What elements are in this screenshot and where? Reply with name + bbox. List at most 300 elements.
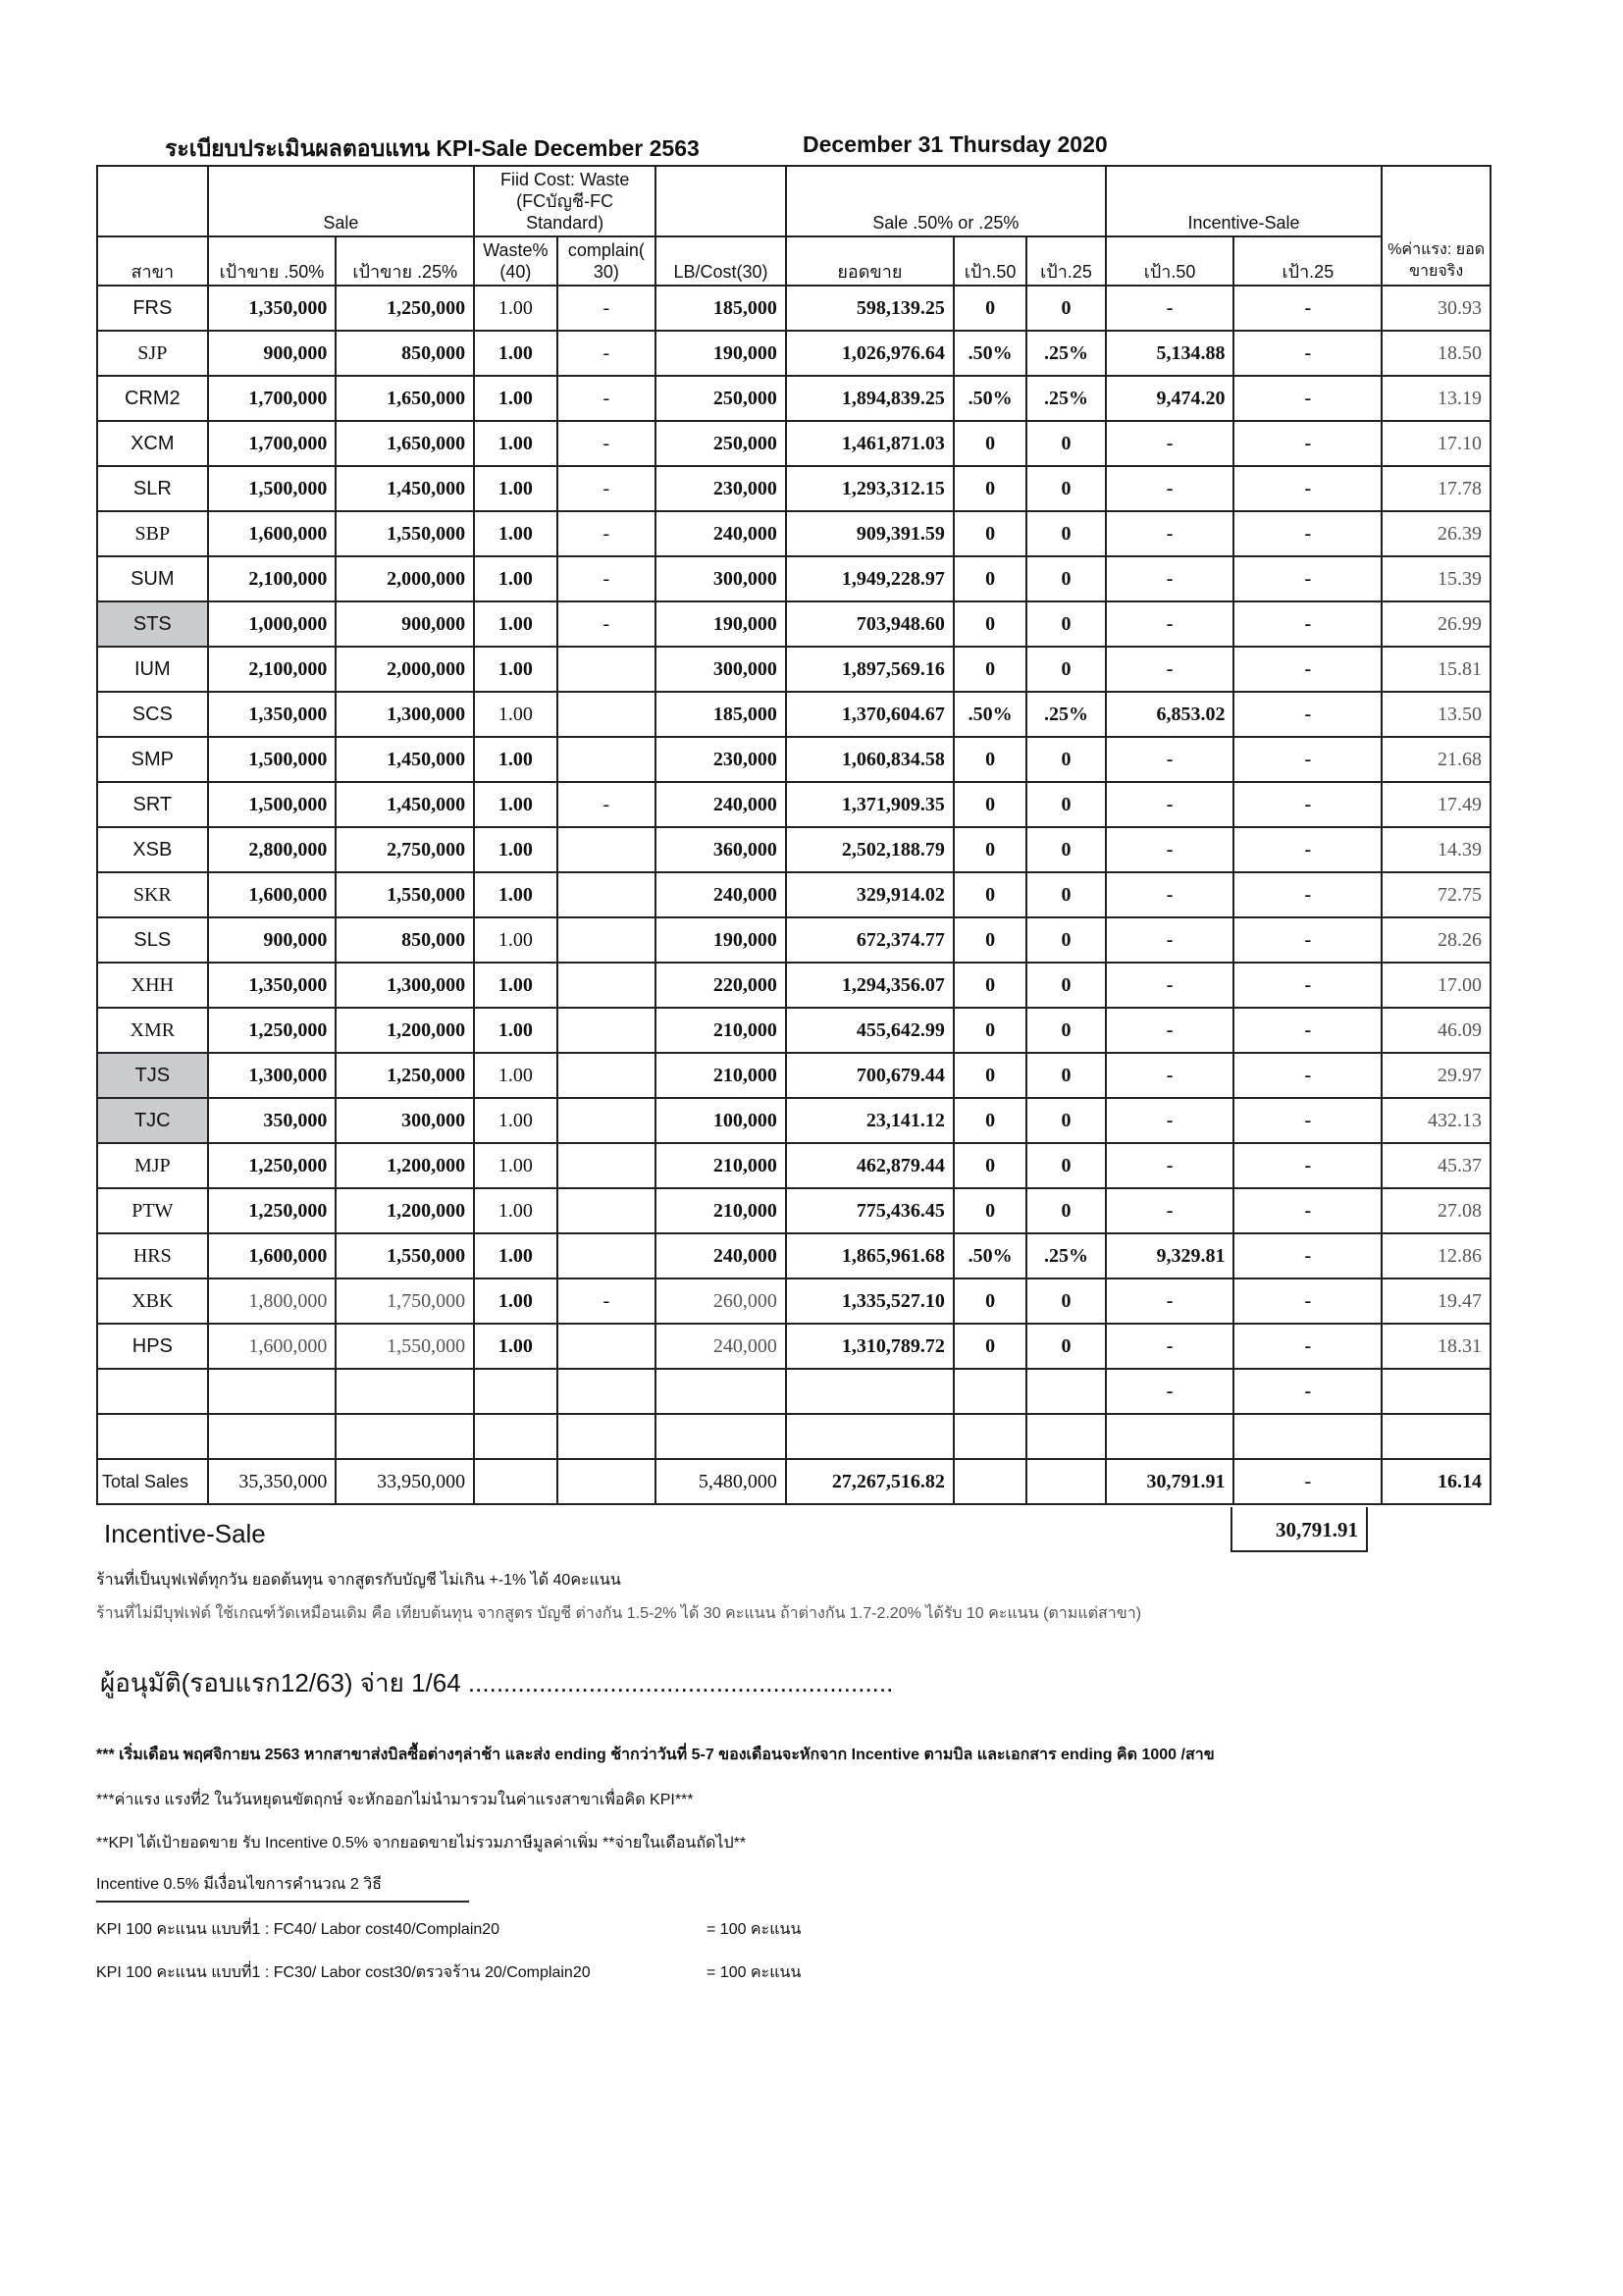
lb-cost-cell: 210,000 bbox=[655, 1143, 786, 1188]
incentive-25-cell: - bbox=[1233, 827, 1382, 872]
incentive-25-cell: - bbox=[1233, 556, 1382, 601]
pct-25-cell: 0 bbox=[1026, 1278, 1105, 1324]
labor-pct-cell: 27.08 bbox=[1382, 1188, 1491, 1233]
pct-25-cell: 0 bbox=[1026, 601, 1105, 647]
target-50-cell: 1,600,000 bbox=[208, 872, 337, 917]
incentive-25-cell: - bbox=[1233, 963, 1382, 1008]
waste-cell: 1.00 bbox=[474, 647, 556, 692]
incentive-50-cell: - bbox=[1106, 917, 1234, 963]
pct-50-cell: .50% bbox=[954, 1233, 1026, 1278]
lb-cost-cell: 250,000 bbox=[655, 376, 786, 421]
lb-cost-cell: 100,000 bbox=[655, 1098, 786, 1143]
lb-cost-cell: 210,000 bbox=[655, 1188, 786, 1233]
incentive-25-cell: - bbox=[1233, 692, 1382, 737]
pct-50-cell: .50% bbox=[954, 331, 1026, 376]
branch-cell: TJS bbox=[97, 1053, 208, 1098]
labor-pct-cell: 18.50 bbox=[1382, 331, 1491, 376]
incentive-25-cell: - bbox=[1233, 1053, 1382, 1098]
pct-25-cell: 0 bbox=[1026, 827, 1105, 872]
target-25-cell: 2,750,000 bbox=[336, 827, 474, 872]
table-row bbox=[97, 737, 1491, 782]
total-target-50: 35,350,000 bbox=[208, 1459, 337, 1504]
complain-cell: - bbox=[557, 466, 656, 511]
incentive-25-cell: - bbox=[1233, 1278, 1382, 1324]
incentive-25-cell: - bbox=[1233, 421, 1382, 466]
incentive-25-cell: - bbox=[1233, 1369, 1382, 1414]
incentive-50-cell: - bbox=[1106, 421, 1234, 466]
target-25-cell: 1,200,000 bbox=[336, 1143, 474, 1188]
labor-pct-cell: 45.37 bbox=[1382, 1143, 1491, 1188]
target-25-cell: 850,000 bbox=[336, 331, 474, 376]
pct-25-cell bbox=[1026, 1414, 1105, 1459]
labor-pct-cell bbox=[1382, 1369, 1491, 1414]
branch-cell: SKR bbox=[97, 872, 208, 917]
table-row bbox=[97, 421, 1491, 466]
sales-cell: 1,060,834.58 bbox=[786, 737, 954, 782]
pct-50-cell: 0 bbox=[954, 917, 1026, 963]
target-50-cell: 1,300,000 bbox=[208, 1053, 337, 1098]
target-50-cell: 1,250,000 bbox=[208, 1188, 337, 1233]
target-25-cell: 1,550,000 bbox=[336, 511, 474, 556]
target-50-cell: 1,600,000 bbox=[208, 511, 337, 556]
total-incentive-25: - bbox=[1233, 1459, 1382, 1504]
incentive-50-cell: 9,474.20 bbox=[1106, 376, 1234, 421]
sales-cell: 700,679.44 bbox=[786, 1053, 954, 1098]
header-group-sale-pct: Sale .50% or .25% bbox=[786, 166, 1106, 236]
sales-cell: 1,897,569.16 bbox=[786, 647, 954, 692]
branch-cell: CRM2 bbox=[97, 376, 208, 421]
header-incentive-25: เป้า.25 bbox=[1233, 236, 1382, 286]
incentive-50-cell: - bbox=[1106, 1278, 1234, 1324]
note-non-buffet: ร้านที่ไม่มีบุฟเฟ่ต์ ใช้เกณฑ์วัดเหมือนเดิม คือ เทียบต้นทุน จากสูตร บัญชี ต่างกัน 1.5-2% ได้ 30 คะแนน ถ้าต่างกัน 1.7-2.20% ได้รับ 10 คะแนน (ตามแต่สาขา) bbox=[96, 1605, 1142, 1622]
branch-cell: SJP bbox=[97, 331, 208, 376]
complain-cell bbox=[557, 1053, 656, 1098]
waste-cell bbox=[474, 1414, 556, 1459]
branch-cell: SLS bbox=[97, 917, 208, 963]
pct-25-cell: .25% bbox=[1026, 331, 1105, 376]
target-25-cell: 1,450,000 bbox=[336, 466, 474, 511]
branch-cell: SBP bbox=[97, 511, 208, 556]
pct-25-cell: 0 bbox=[1026, 1098, 1105, 1143]
lb-cost-cell: 360,000 bbox=[655, 827, 786, 872]
table-row bbox=[97, 1098, 1491, 1143]
table-row bbox=[97, 782, 1491, 827]
target-50-cell bbox=[208, 1369, 337, 1414]
pct-25-cell: .25% bbox=[1026, 692, 1105, 737]
complain-cell: - bbox=[557, 556, 656, 601]
waste-cell: 1.00 bbox=[474, 782, 556, 827]
waste-cell: 1.00 bbox=[474, 511, 556, 556]
complain-cell bbox=[557, 692, 656, 737]
labor-pct-cell: 13.19 bbox=[1382, 376, 1491, 421]
branch-cell: HRS bbox=[97, 1233, 208, 1278]
target-50-cell: 1,250,000 bbox=[208, 1008, 337, 1053]
branch-cell: PTW bbox=[97, 1188, 208, 1233]
total-labor-pct: 16.14 bbox=[1382, 1459, 1491, 1504]
note-method-2: KPI 100 คะแนน แบบที่1 : FC30/ Labor cost30/ตรวจร้าน 20/Complain20 bbox=[96, 1964, 591, 1981]
incentive-50-cell: - bbox=[1106, 511, 1234, 556]
branch-cell: SCS bbox=[97, 692, 208, 737]
sales-cell: 672,374.77 bbox=[786, 917, 954, 963]
pct-25-cell: 0 bbox=[1026, 1143, 1105, 1188]
incentive-50-cell: - bbox=[1106, 647, 1234, 692]
table-row bbox=[97, 556, 1491, 601]
incentive-50-cell: - bbox=[1106, 827, 1234, 872]
target-25-cell: 1,450,000 bbox=[336, 737, 474, 782]
waste-cell: 1.00 bbox=[474, 466, 556, 511]
pct-50-cell: 0 bbox=[954, 827, 1026, 872]
sales-cell: 23,141.12 bbox=[786, 1098, 954, 1143]
complain-cell bbox=[557, 872, 656, 917]
incentive-25-cell bbox=[1233, 1414, 1382, 1459]
labor-pct-cell: 432.13 bbox=[1382, 1098, 1491, 1143]
calc-methods-heading: Incentive 0.5% มีเงื่อนไขการคำนวณ 2 วิธี bbox=[96, 1872, 469, 1903]
incentive-25-cell: - bbox=[1233, 1233, 1382, 1278]
target-25-cell: 1,300,000 bbox=[336, 963, 474, 1008]
labor-pct-cell: 30.93 bbox=[1382, 286, 1491, 331]
incentive-50-cell: - bbox=[1106, 737, 1234, 782]
complain-cell: - bbox=[557, 376, 656, 421]
table-row bbox=[97, 511, 1491, 556]
target-25-cell: 1,250,000 bbox=[336, 286, 474, 331]
lb-cost-cell: 230,000 bbox=[655, 737, 786, 782]
sales-cell bbox=[786, 1414, 954, 1459]
target-50-cell: 1,600,000 bbox=[208, 1324, 337, 1369]
complain-cell bbox=[557, 917, 656, 963]
sales-cell: 1,949,228.97 bbox=[786, 556, 954, 601]
branch-cell: SMP bbox=[97, 737, 208, 782]
labor-pct-cell: 13.50 bbox=[1382, 692, 1491, 737]
pct-25-cell: 0 bbox=[1026, 556, 1105, 601]
note-method-1: KPI 100 คะแนน แบบที่1 : FC40/ Labor cost40/Complain20 bbox=[96, 1921, 500, 1938]
incentive-50-cell: 5,134.88 bbox=[1106, 331, 1234, 376]
sales-cell: 1,461,871.03 bbox=[786, 421, 954, 466]
target-25-cell: 1,200,000 bbox=[336, 1188, 474, 1233]
waste-cell: 1.00 bbox=[474, 601, 556, 647]
target-50-cell: 350,000 bbox=[208, 1098, 337, 1143]
incentive-50-cell: 9,329.81 bbox=[1106, 1233, 1234, 1278]
document-date: December 31 Thursday 2020 bbox=[803, 131, 1108, 157]
incentive-50-cell: - bbox=[1106, 1098, 1234, 1143]
sales-cell: 598,139.25 bbox=[786, 286, 954, 331]
total-pct-50 bbox=[954, 1459, 1026, 1504]
pct-25-cell: .25% bbox=[1026, 1233, 1105, 1278]
header-pct-25: เป้า.25 bbox=[1026, 236, 1105, 286]
sales-cell: 1,310,789.72 bbox=[786, 1324, 954, 1369]
target-25-cell: 900,000 bbox=[336, 601, 474, 647]
complain-cell bbox=[557, 737, 656, 782]
sales-cell: 2,502,188.79 bbox=[786, 827, 954, 872]
sales-cell: 1,371,909.35 bbox=[786, 782, 954, 827]
sales-cell: 1,865,961.68 bbox=[786, 1233, 954, 1278]
waste-cell: 1.00 bbox=[474, 1053, 556, 1098]
waste-cell: 1.00 bbox=[474, 1233, 556, 1278]
complain-cell bbox=[557, 1414, 656, 1459]
pct-50-cell: 0 bbox=[954, 647, 1026, 692]
incentive-50-cell: - bbox=[1106, 1188, 1234, 1233]
incentive-25-cell: - bbox=[1233, 1098, 1382, 1143]
pct-25-cell: 0 bbox=[1026, 466, 1105, 511]
labor-pct-cell: 12.86 bbox=[1382, 1233, 1491, 1278]
target-25-cell: 300,000 bbox=[336, 1098, 474, 1143]
table-row bbox=[97, 1414, 1491, 1459]
table-row bbox=[97, 601, 1491, 647]
lb-cost-cell bbox=[655, 1414, 786, 1459]
complain-cell bbox=[557, 647, 656, 692]
waste-cell: 1.00 bbox=[474, 917, 556, 963]
incentive-50-cell: - bbox=[1106, 1143, 1234, 1188]
table-row bbox=[97, 286, 1491, 331]
table-row bbox=[97, 1369, 1491, 1414]
target-25-cell: 1,550,000 bbox=[336, 1324, 474, 1369]
labor-pct-cell: 17.78 bbox=[1382, 466, 1491, 511]
pct-25-cell: 0 bbox=[1026, 917, 1105, 963]
incentive-50-cell: 6,853.02 bbox=[1106, 692, 1234, 737]
target-50-cell: 1,500,000 bbox=[208, 737, 337, 782]
pct-25-cell: 0 bbox=[1026, 511, 1105, 556]
target-50-cell: 1,500,000 bbox=[208, 782, 337, 827]
waste-cell: 1.00 bbox=[474, 556, 556, 601]
labor-pct-cell: 14.39 bbox=[1382, 827, 1491, 872]
complain-cell: - bbox=[557, 421, 656, 466]
incentive-50-cell: - bbox=[1106, 872, 1234, 917]
labor-pct-cell: 72.75 bbox=[1382, 872, 1491, 917]
pct-50-cell: 0 bbox=[954, 1188, 1026, 1233]
lb-cost-cell: 190,000 bbox=[655, 601, 786, 647]
incentive-25-cell: - bbox=[1233, 872, 1382, 917]
lb-cost-cell: 210,000 bbox=[655, 1053, 786, 1098]
waste-cell: 1.00 bbox=[474, 1188, 556, 1233]
pct-50-cell bbox=[954, 1414, 1026, 1459]
header-complain: complain( 30) bbox=[557, 236, 656, 286]
branch-cell: XSB bbox=[97, 827, 208, 872]
header-lb-cost: LB/Cost(30) bbox=[655, 236, 786, 286]
incentive-50-cell: - bbox=[1106, 286, 1234, 331]
incentive-25-cell: - bbox=[1233, 1324, 1382, 1369]
labor-pct-cell bbox=[1382, 1414, 1491, 1459]
complain-cell bbox=[557, 1143, 656, 1188]
target-25-cell: 1,550,000 bbox=[336, 1233, 474, 1278]
pct-50-cell: .50% bbox=[954, 376, 1026, 421]
pct-50-cell: 0 bbox=[954, 1098, 1026, 1143]
incentive-25-cell: - bbox=[1233, 647, 1382, 692]
target-50-cell: 2,100,000 bbox=[208, 647, 337, 692]
total-label: Total Sales bbox=[97, 1459, 208, 1504]
target-50-cell: 1,700,000 bbox=[208, 421, 337, 466]
header-group-food-cost: Fiid Cost: Waste (FCบัญชี-FC Standard) bbox=[474, 166, 655, 236]
waste-cell: 1.00 bbox=[474, 331, 556, 376]
labor-pct-cell: 19.47 bbox=[1382, 1278, 1491, 1324]
total-target-25: 33,950,000 bbox=[336, 1459, 474, 1504]
lb-cost-cell: 240,000 bbox=[655, 782, 786, 827]
header-branch: สาขา bbox=[97, 236, 208, 286]
pct-25-cell: 0 bbox=[1026, 1324, 1105, 1369]
sales-cell: 909,391.59 bbox=[786, 511, 954, 556]
branch-cell bbox=[97, 1414, 208, 1459]
lb-cost-cell: 260,000 bbox=[655, 1278, 786, 1324]
lb-cost-cell: 220,000 bbox=[655, 963, 786, 1008]
total-row bbox=[97, 1459, 1491, 1504]
incentive-25-cell: - bbox=[1233, 601, 1382, 647]
sales-cell: 703,948.60 bbox=[786, 601, 954, 647]
target-25-cell: 1,550,000 bbox=[336, 872, 474, 917]
total-incentive-50: 30,791.91 bbox=[1106, 1459, 1234, 1504]
branch-cell: SLR bbox=[97, 466, 208, 511]
pct-50-cell: 0 bbox=[954, 1053, 1026, 1098]
table-row bbox=[97, 692, 1491, 737]
labor-pct-cell: 18.31 bbox=[1382, 1324, 1491, 1369]
complain-cell: - bbox=[557, 1278, 656, 1324]
waste-cell: 1.00 bbox=[474, 1008, 556, 1053]
target-50-cell: 1,250,000 bbox=[208, 1143, 337, 1188]
pct-25-cell: 0 bbox=[1026, 286, 1105, 331]
pct-25-cell: 0 bbox=[1026, 1053, 1105, 1098]
pct-25-cell: 0 bbox=[1026, 872, 1105, 917]
table-row bbox=[97, 1143, 1491, 1188]
lb-cost-cell: 300,000 bbox=[655, 556, 786, 601]
waste-cell: 1.00 bbox=[474, 1324, 556, 1369]
lb-cost-cell: 190,000 bbox=[655, 331, 786, 376]
waste-cell: 1.00 bbox=[474, 1143, 556, 1188]
total-lb-cost: 5,480,000 bbox=[655, 1459, 786, 1504]
incentive-50-cell: - bbox=[1106, 556, 1234, 601]
waste-cell bbox=[474, 1369, 556, 1414]
target-25-cell: 850,000 bbox=[336, 917, 474, 963]
kpi-sales-table bbox=[96, 165, 1492, 1505]
pct-50-cell: 0 bbox=[954, 782, 1026, 827]
pct-25-cell: 0 bbox=[1026, 647, 1105, 692]
table-row bbox=[97, 1324, 1491, 1369]
incentive-25-cell: - bbox=[1233, 511, 1382, 556]
lb-cost-cell: 190,000 bbox=[655, 917, 786, 963]
target-50-cell bbox=[208, 1414, 337, 1459]
target-50-cell: 1,500,000 bbox=[208, 466, 337, 511]
branch-cell bbox=[97, 1369, 208, 1414]
incentive-50-cell bbox=[1106, 1414, 1234, 1459]
target-25-cell: 1,250,000 bbox=[336, 1053, 474, 1098]
pct-50-cell: 0 bbox=[954, 1143, 1026, 1188]
complain-cell bbox=[557, 963, 656, 1008]
header-waste: Waste% (40) bbox=[474, 236, 556, 286]
labor-pct-cell: 21.68 bbox=[1382, 737, 1491, 782]
target-50-cell: 1,600,000 bbox=[208, 1233, 337, 1278]
lb-cost-cell: 185,000 bbox=[655, 692, 786, 737]
branch-cell: IUM bbox=[97, 647, 208, 692]
table-row bbox=[97, 963, 1491, 1008]
incentive-25-cell: - bbox=[1233, 466, 1382, 511]
complain-cell bbox=[557, 1324, 656, 1369]
header-target-25: เป้าขาย .25% bbox=[336, 236, 474, 286]
pct-25-cell: 0 bbox=[1026, 737, 1105, 782]
sales-cell: 1,335,527.10 bbox=[786, 1278, 954, 1324]
branch-cell: SUM bbox=[97, 556, 208, 601]
incentive-25-cell: - bbox=[1233, 917, 1382, 963]
note-calc-methods bbox=[96, 1872, 469, 1903]
complain-cell bbox=[557, 1188, 656, 1233]
waste-cell: 1.00 bbox=[474, 1098, 556, 1143]
pct-50-cell: 0 bbox=[954, 286, 1026, 331]
labor-pct-cell: 17.00 bbox=[1382, 963, 1491, 1008]
labor-pct-cell: 26.39 bbox=[1382, 511, 1491, 556]
branch-cell: FRS bbox=[97, 286, 208, 331]
table-row bbox=[97, 647, 1491, 692]
pct-25-cell: 0 bbox=[1026, 963, 1105, 1008]
target-50-cell: 1,800,000 bbox=[208, 1278, 337, 1324]
target-50-cell: 900,000 bbox=[208, 331, 337, 376]
incentive-25-cell: - bbox=[1233, 782, 1382, 827]
lb-cost-cell bbox=[655, 1369, 786, 1414]
table-row bbox=[97, 466, 1491, 511]
header-target-50: เป้าขาย .50% bbox=[208, 236, 337, 286]
incentive-25-cell: - bbox=[1233, 1188, 1382, 1233]
complain-cell: - bbox=[557, 331, 656, 376]
target-50-cell: 2,800,000 bbox=[208, 827, 337, 872]
branch-cell: MJP bbox=[97, 1143, 208, 1188]
header-pct-50: เป้า.50 bbox=[954, 236, 1026, 286]
pct-50-cell: 0 bbox=[954, 872, 1026, 917]
waste-cell: 1.00 bbox=[474, 872, 556, 917]
waste-cell: 1.00 bbox=[474, 963, 556, 1008]
pct-25-cell: 0 bbox=[1026, 421, 1105, 466]
table-row bbox=[97, 1188, 1491, 1233]
table-row bbox=[97, 917, 1491, 963]
sales-cell: 462,879.44 bbox=[786, 1143, 954, 1188]
table-row bbox=[97, 331, 1491, 376]
pct-50-cell: 0 bbox=[954, 556, 1026, 601]
complain-cell: - bbox=[557, 511, 656, 556]
sales-cell: 455,642.99 bbox=[786, 1008, 954, 1053]
branch-cell: XMR bbox=[97, 1008, 208, 1053]
labor-pct-cell: 17.49 bbox=[1382, 782, 1491, 827]
total-pct-25 bbox=[1026, 1459, 1105, 1504]
header-blank-branch bbox=[97, 166, 208, 236]
lb-cost-cell: 240,000 bbox=[655, 511, 786, 556]
target-25-cell: 1,300,000 bbox=[336, 692, 474, 737]
lb-cost-cell: 240,000 bbox=[655, 872, 786, 917]
target-25-cell: 2,000,000 bbox=[336, 556, 474, 601]
sales-cell: 1,293,312.15 bbox=[786, 466, 954, 511]
table-row bbox=[97, 827, 1491, 872]
pct-25-cell: 0 bbox=[1026, 782, 1105, 827]
sales-cell: 775,436.45 bbox=[786, 1188, 954, 1233]
waste-cell: 1.00 bbox=[474, 827, 556, 872]
pct-50-cell: 0 bbox=[954, 421, 1026, 466]
lb-cost-cell: 250,000 bbox=[655, 421, 786, 466]
pct-50-cell: 0 bbox=[954, 1278, 1026, 1324]
lb-cost-cell: 240,000 bbox=[655, 1233, 786, 1278]
incentive-50-cell: - bbox=[1106, 1369, 1234, 1414]
target-50-cell: 1,000,000 bbox=[208, 601, 337, 647]
target-25-cell: 1,750,000 bbox=[336, 1278, 474, 1324]
incentive-50-cell: - bbox=[1106, 1053, 1234, 1098]
complain-cell: - bbox=[557, 601, 656, 647]
total-complain bbox=[557, 1459, 656, 1504]
complain-cell: - bbox=[557, 782, 656, 827]
waste-cell: 1.00 bbox=[474, 1278, 556, 1324]
branch-cell: SRT bbox=[97, 782, 208, 827]
target-50-cell: 2,100,000 bbox=[208, 556, 337, 601]
sales-cell: 1,370,604.67 bbox=[786, 692, 954, 737]
pct-50-cell: 0 bbox=[954, 601, 1026, 647]
incentive-50-cell: - bbox=[1106, 1008, 1234, 1053]
lb-cost-cell: 240,000 bbox=[655, 1324, 786, 1369]
complain-cell bbox=[557, 827, 656, 872]
note-kpi-incentive: **KPI ได้เป้ายอดขาย รับ Incentive 0.5% จากยอดขายไม่รวมภาษีมูลค่าเพิ่ม **จ่ายในเดือนถัดไป** bbox=[96, 1835, 747, 1852]
target-50-cell: 1,350,000 bbox=[208, 692, 337, 737]
sales-cell: 329,914.02 bbox=[786, 872, 954, 917]
branch-cell: STS bbox=[97, 601, 208, 647]
branch-cell: XHH bbox=[97, 963, 208, 1008]
